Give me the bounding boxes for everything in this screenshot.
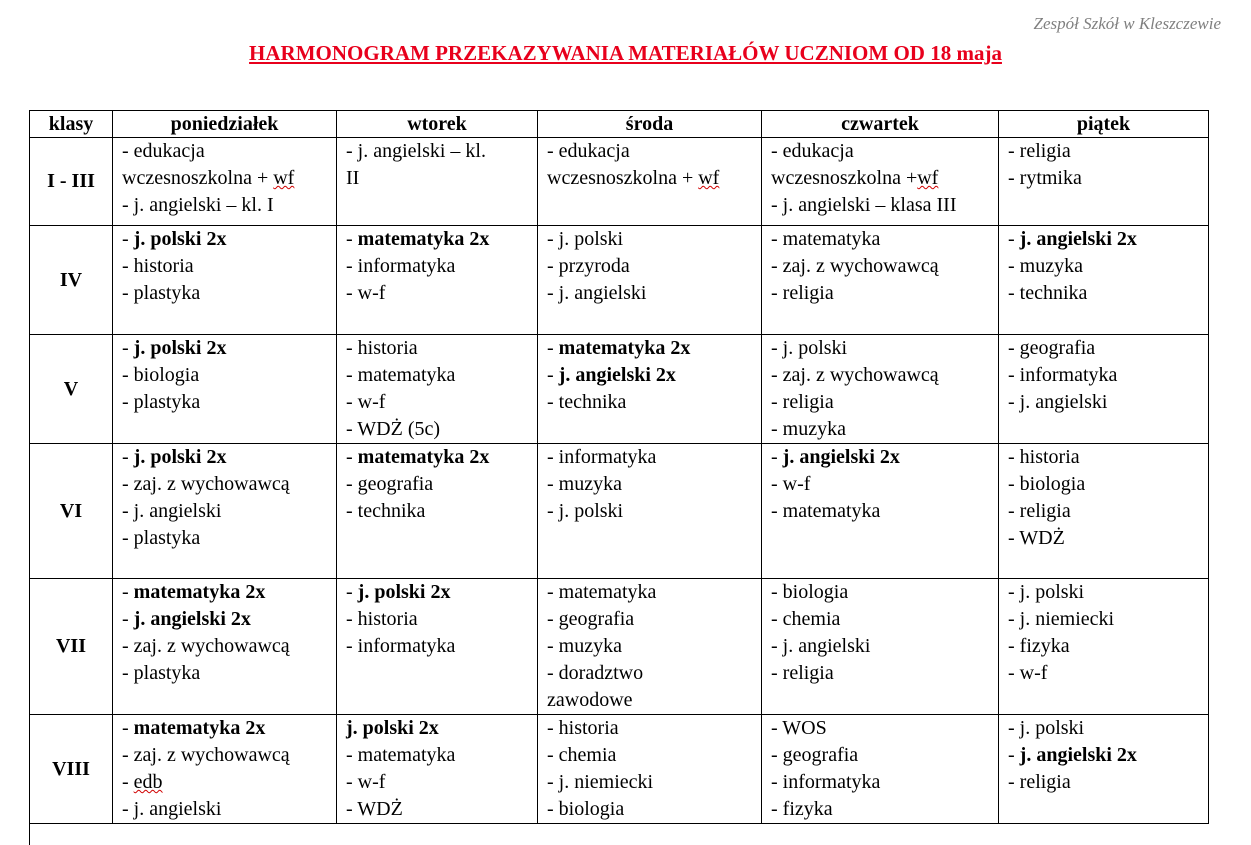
subject-text: - historia bbox=[547, 717, 619, 739]
subject-line bbox=[771, 633, 998, 660]
subject-text: - WDŻ bbox=[1008, 527, 1065, 549]
subject-line bbox=[771, 362, 998, 389]
subject-line bbox=[547, 606, 761, 633]
subject-text: - religia bbox=[771, 282, 834, 304]
subject-text: wczesnoszkolna + bbox=[122, 167, 274, 189]
subject-text: - matematyka bbox=[771, 500, 881, 522]
table-row bbox=[30, 444, 1209, 579]
cell-thursday bbox=[762, 444, 999, 579]
subject-line bbox=[346, 471, 537, 498]
subject-line bbox=[122, 796, 336, 823]
subject-line bbox=[1008, 362, 1208, 389]
subject-text-bold: matematyka 2x bbox=[357, 446, 490, 468]
subject-text: - plastyka bbox=[122, 527, 201, 549]
subject-text: - informatyka bbox=[771, 771, 881, 793]
cell-friday bbox=[999, 226, 1209, 335]
subject-text: - j. niemiecki bbox=[1008, 608, 1115, 630]
subject-text-spellcheck: wf bbox=[698, 167, 720, 189]
subject-text: - informatyka bbox=[346, 255, 456, 277]
subject-line bbox=[122, 633, 336, 660]
subject-text: - j. polski bbox=[1008, 717, 1085, 739]
subject-line bbox=[122, 471, 336, 498]
subject-line bbox=[346, 579, 537, 606]
subject-text: - bbox=[122, 771, 134, 793]
cell-tuesday bbox=[337, 138, 538, 226]
subject-line bbox=[771, 253, 998, 280]
subject-text: - j. niemiecki bbox=[547, 771, 654, 793]
subject-text: - fizyka bbox=[1008, 635, 1070, 657]
subject-line bbox=[547, 633, 761, 660]
class-label: I - III bbox=[30, 138, 113, 226]
subject-text: - religia bbox=[771, 391, 834, 413]
subject-text: - bbox=[1008, 744, 1020, 766]
subject-line bbox=[346, 606, 537, 633]
subject-text: - technika bbox=[1008, 282, 1088, 304]
subject-line bbox=[1008, 471, 1208, 498]
subject-text: - historia bbox=[122, 255, 194, 277]
subject-text: II bbox=[346, 167, 360, 189]
subject-text-bold: j. angielski 2x bbox=[782, 446, 900, 468]
subject-line bbox=[122, 226, 336, 253]
subject-line bbox=[1008, 633, 1208, 660]
subject-line bbox=[122, 335, 336, 362]
subject-text: - bbox=[547, 364, 559, 386]
subject-line bbox=[771, 769, 998, 796]
subject-text: - j. angielski bbox=[771, 635, 871, 657]
subject-text: - w-f bbox=[1008, 662, 1048, 684]
subject-line bbox=[346, 742, 537, 769]
subject-text: - rytmika bbox=[1008, 167, 1082, 189]
subject-text: - informatyka bbox=[346, 635, 456, 657]
subject-line bbox=[346, 633, 537, 660]
subject-text-spellcheck: wf bbox=[273, 167, 295, 189]
subject-line bbox=[1008, 498, 1208, 525]
subject-text: - geografia bbox=[771, 744, 859, 766]
cell-tuesday bbox=[337, 444, 538, 579]
subject-line bbox=[771, 796, 998, 823]
subject-text: - j. angielski – kl. I bbox=[122, 194, 274, 216]
class-label: V bbox=[30, 335, 113, 444]
subject-text: - chemia bbox=[771, 608, 841, 630]
subject-text: - bbox=[122, 228, 134, 250]
subject-text: - bbox=[346, 228, 358, 250]
subject-line bbox=[346, 165, 537, 192]
cell-friday bbox=[999, 138, 1209, 226]
subject-line bbox=[122, 606, 336, 633]
subject-line bbox=[1008, 525, 1208, 552]
subject-text: - zaj. z wychowawcą bbox=[771, 364, 939, 386]
cell-thursday bbox=[762, 335, 999, 444]
subject-line bbox=[771, 606, 998, 633]
school-name: Zespół Szkół w Kleszczewie bbox=[1033, 14, 1221, 33]
subject-line bbox=[1008, 280, 1208, 307]
subject-text: - w-f bbox=[771, 473, 811, 495]
cell-thursday bbox=[762, 715, 999, 824]
cell-friday bbox=[999, 335, 1209, 444]
column-header-classes: klasy bbox=[30, 111, 113, 138]
subject-text: - j. polski bbox=[547, 500, 624, 522]
subject-line bbox=[346, 715, 537, 742]
table-header-row bbox=[30, 111, 1209, 138]
subject-line bbox=[771, 335, 998, 362]
subject-line bbox=[547, 498, 761, 525]
subject-text-bold: j. polski 2x bbox=[133, 446, 227, 468]
subject-line bbox=[1008, 226, 1208, 253]
subject-line bbox=[771, 192, 998, 219]
subject-text: - chemia bbox=[547, 744, 617, 766]
subject-text: - bbox=[122, 608, 134, 630]
subject-text: - zaj. z wychowawcą bbox=[122, 635, 290, 657]
column-header-wednesday: środa bbox=[538, 111, 762, 138]
cell-monday bbox=[113, 715, 337, 824]
subject-line bbox=[771, 660, 998, 687]
subject-text: - religia bbox=[1008, 771, 1071, 793]
subject-text: - edukacja bbox=[122, 140, 205, 162]
subject-text-spellcheck: edb bbox=[133, 771, 163, 793]
subject-text: - bbox=[547, 337, 559, 359]
subject-text-bold: j. polski 2x bbox=[357, 581, 451, 603]
subject-text: - j. polski bbox=[1008, 581, 1085, 603]
subject-line bbox=[346, 280, 537, 307]
subject-text-bold: matematyka 2x bbox=[558, 337, 691, 359]
subject-line bbox=[1008, 742, 1208, 769]
subject-text: - geografia bbox=[346, 473, 434, 495]
subject-text: - biologia bbox=[1008, 473, 1086, 495]
cell-thursday bbox=[762, 579, 999, 715]
subject-text-bold: j. angielski 2x bbox=[133, 608, 251, 630]
subject-line bbox=[122, 769, 336, 796]
subject-text-bold: j. angielski 2x bbox=[1019, 744, 1137, 766]
subject-text: - religia bbox=[771, 662, 834, 684]
subject-text-bold: j. angielski 2x bbox=[558, 364, 676, 386]
subject-text: - muzyka bbox=[547, 635, 622, 657]
subject-line bbox=[771, 498, 998, 525]
subject-line bbox=[122, 192, 336, 219]
subject-text: - biologia bbox=[547, 798, 625, 820]
subject-line bbox=[122, 253, 336, 280]
subject-line bbox=[346, 226, 537, 253]
subject-line bbox=[547, 471, 761, 498]
subject-line bbox=[122, 525, 336, 552]
subject-line bbox=[547, 335, 761, 362]
cell-monday bbox=[113, 138, 337, 226]
subject-line bbox=[547, 687, 761, 714]
class-label: VI bbox=[30, 444, 113, 579]
subject-line bbox=[346, 416, 537, 443]
subject-text: - edukacja bbox=[547, 140, 630, 162]
subject-line bbox=[547, 715, 761, 742]
subject-line bbox=[1008, 444, 1208, 471]
cell-wednesday bbox=[538, 444, 762, 579]
subject-line bbox=[346, 444, 537, 471]
schedule-body bbox=[30, 138, 1209, 824]
subject-text: - muzyka bbox=[547, 473, 622, 495]
cell-tuesday bbox=[337, 335, 538, 444]
subject-line bbox=[771, 389, 998, 416]
subject-text: - zaj. z wychowawcą bbox=[122, 744, 290, 766]
subject-text: - j. angielski – kl. bbox=[346, 140, 486, 162]
subject-line bbox=[122, 389, 336, 416]
cell-monday bbox=[113, 444, 337, 579]
subject-text: - bbox=[346, 581, 358, 603]
subject-text: - matematyka bbox=[771, 228, 881, 250]
subject-text-bold: j. polski 2x bbox=[133, 337, 227, 359]
subject-line bbox=[771, 138, 998, 165]
subject-text: - bbox=[122, 337, 134, 359]
subject-line bbox=[346, 335, 537, 362]
subject-line bbox=[547, 165, 761, 192]
subject-text: - zaj. z wychowawcą bbox=[122, 473, 290, 495]
subject-text: - matematyka bbox=[346, 744, 456, 766]
subject-text-bold: matematyka 2x bbox=[133, 717, 266, 739]
cell-tuesday bbox=[337, 226, 538, 335]
subject-text: - religia bbox=[1008, 500, 1071, 522]
subject-line bbox=[122, 498, 336, 525]
subject-line bbox=[346, 796, 537, 823]
subject-text-bold: matematyka 2x bbox=[357, 228, 490, 250]
subject-line bbox=[1008, 253, 1208, 280]
subject-line bbox=[547, 389, 761, 416]
subject-text: - zaj. z wychowawcą bbox=[771, 255, 939, 277]
subject-line bbox=[346, 769, 537, 796]
subject-text: - historia bbox=[346, 608, 418, 630]
table-row bbox=[30, 579, 1209, 715]
subject-text: - WDŻ (5c) bbox=[346, 418, 441, 440]
subject-text: - bbox=[122, 581, 134, 603]
subject-text: - geografia bbox=[1008, 337, 1096, 359]
subject-text-bold: j. polski 2x bbox=[346, 717, 439, 739]
subject-line bbox=[547, 280, 761, 307]
cell-thursday bbox=[762, 226, 999, 335]
cell-wednesday bbox=[538, 226, 762, 335]
subject-line bbox=[771, 280, 998, 307]
subject-line bbox=[346, 389, 537, 416]
subject-text: - religia bbox=[1008, 140, 1071, 162]
cell-tuesday bbox=[337, 579, 538, 715]
subject-line bbox=[1008, 579, 1208, 606]
class-label: IV bbox=[30, 226, 113, 335]
cell-wednesday bbox=[538, 715, 762, 824]
subject-line bbox=[346, 362, 537, 389]
subject-text-bold: j. polski 2x bbox=[133, 228, 227, 250]
table-row bbox=[30, 715, 1209, 824]
subject-line bbox=[122, 138, 336, 165]
subject-text: - matematyka bbox=[346, 364, 456, 386]
subject-text: - muzyka bbox=[771, 418, 846, 440]
subject-text: - j. angielski bbox=[122, 798, 222, 820]
cell-monday bbox=[113, 226, 337, 335]
subject-text: - j. angielski bbox=[547, 282, 647, 304]
subject-text: - j. polski bbox=[771, 337, 848, 359]
subject-text: - muzyka bbox=[1008, 255, 1083, 277]
class-label: VII bbox=[30, 579, 113, 715]
table-row bbox=[30, 335, 1209, 444]
subject-text: - historia bbox=[346, 337, 418, 359]
subject-line bbox=[771, 471, 998, 498]
subject-line bbox=[547, 138, 761, 165]
subject-text: - j. polski bbox=[547, 228, 624, 250]
subject-line bbox=[1008, 769, 1208, 796]
subject-text: - plastyka bbox=[122, 391, 201, 413]
subject-line bbox=[122, 362, 336, 389]
subject-text: - przyroda bbox=[547, 255, 630, 277]
subject-line bbox=[122, 165, 336, 192]
subject-line bbox=[547, 769, 761, 796]
subject-text: - geografia bbox=[547, 608, 635, 630]
subject-text-bold: j. angielski 2x bbox=[1019, 228, 1137, 250]
subject-line bbox=[122, 715, 336, 742]
subject-text: - matematyka bbox=[547, 581, 657, 603]
subject-text: - technika bbox=[346, 500, 426, 522]
cell-monday bbox=[113, 579, 337, 715]
subject-line bbox=[771, 444, 998, 471]
subject-text: zawodowe bbox=[547, 689, 633, 711]
subject-text: - biologia bbox=[122, 364, 200, 386]
subject-text-bold: matematyka 2x bbox=[133, 581, 266, 603]
subject-text: - j. angielski – klasa III bbox=[771, 194, 957, 216]
cell-friday bbox=[999, 715, 1209, 824]
subject-text: - bbox=[346, 446, 358, 468]
subject-text: - fizyka bbox=[771, 798, 833, 820]
subject-text-spellcheck: wf bbox=[917, 167, 939, 189]
subject-line bbox=[1008, 660, 1208, 687]
subject-line bbox=[122, 742, 336, 769]
class-label: VIII bbox=[30, 715, 113, 824]
cell-friday bbox=[999, 579, 1209, 715]
subject-text: - bbox=[771, 446, 783, 468]
cell-monday bbox=[113, 335, 337, 444]
cell-wednesday bbox=[538, 579, 762, 715]
subject-line bbox=[771, 226, 998, 253]
subject-line bbox=[547, 444, 761, 471]
subject-text: - WOS bbox=[771, 717, 827, 739]
subject-line bbox=[1008, 138, 1208, 165]
subject-line bbox=[1008, 335, 1208, 362]
table-row bbox=[30, 226, 1209, 335]
subject-text: - WDŻ bbox=[346, 798, 403, 820]
subject-line bbox=[547, 579, 761, 606]
subject-line bbox=[771, 742, 998, 769]
column-header-friday: piątek bbox=[999, 111, 1209, 138]
column-header-monday: poniedziałek bbox=[113, 111, 337, 138]
subject-text: - bbox=[1008, 228, 1020, 250]
cell-wednesday bbox=[538, 138, 762, 226]
cell-friday bbox=[999, 444, 1209, 579]
cell-thursday bbox=[762, 138, 999, 226]
subject-line bbox=[771, 165, 998, 192]
subject-text: - plastyka bbox=[122, 282, 201, 304]
subject-text: - plastyka bbox=[122, 662, 201, 684]
subject-text: - biologia bbox=[771, 581, 849, 603]
subject-text: - bbox=[122, 446, 134, 468]
subject-text: - informatyka bbox=[547, 446, 657, 468]
schedule-table bbox=[29, 110, 1209, 824]
subject-text: - informatyka bbox=[1008, 364, 1118, 386]
subject-text: wczesnoszkolna + bbox=[771, 167, 918, 189]
subject-text: - bbox=[122, 717, 134, 739]
subject-line bbox=[547, 742, 761, 769]
table-row bbox=[30, 138, 1209, 226]
subject-line bbox=[771, 579, 998, 606]
subject-line bbox=[771, 715, 998, 742]
column-header-thursday: czwartek bbox=[762, 111, 999, 138]
subject-line bbox=[1008, 165, 1208, 192]
page-edge-line bbox=[29, 822, 30, 845]
subject-line bbox=[547, 226, 761, 253]
subject-line bbox=[547, 253, 761, 280]
subject-text: - j. angielski bbox=[122, 500, 222, 522]
column-header-tuesday: wtorek bbox=[337, 111, 538, 138]
subject-line bbox=[122, 444, 336, 471]
subject-line bbox=[1008, 715, 1208, 742]
cell-tuesday bbox=[337, 715, 538, 824]
subject-line bbox=[346, 498, 537, 525]
subject-line bbox=[1008, 606, 1208, 633]
subject-line bbox=[547, 796, 761, 823]
subject-text: - edukacja bbox=[771, 140, 854, 162]
subject-text: - historia bbox=[1008, 446, 1080, 468]
document-title: HARMONOGRAM PRZEKAZYWANIA MATERIAŁÓW UCZNIOM OD 18 maja bbox=[249, 41, 1002, 65]
subject-line bbox=[122, 280, 336, 307]
subject-line bbox=[346, 138, 537, 165]
subject-text: - doradztwo bbox=[547, 662, 644, 684]
subject-line bbox=[346, 253, 537, 280]
subject-text: - technika bbox=[547, 391, 627, 413]
subject-text: - w-f bbox=[346, 771, 386, 793]
subject-line bbox=[1008, 389, 1208, 416]
subject-line bbox=[122, 579, 336, 606]
subject-text: - w-f bbox=[346, 391, 386, 413]
subject-line bbox=[122, 660, 336, 687]
cell-wednesday bbox=[538, 335, 762, 444]
subject-text: - j. angielski bbox=[1008, 391, 1108, 413]
subject-line bbox=[547, 660, 761, 687]
subject-text: - w-f bbox=[346, 282, 386, 304]
subject-line bbox=[771, 416, 998, 443]
subject-text: wczesnoszkolna + bbox=[547, 167, 699, 189]
subject-line bbox=[547, 362, 761, 389]
